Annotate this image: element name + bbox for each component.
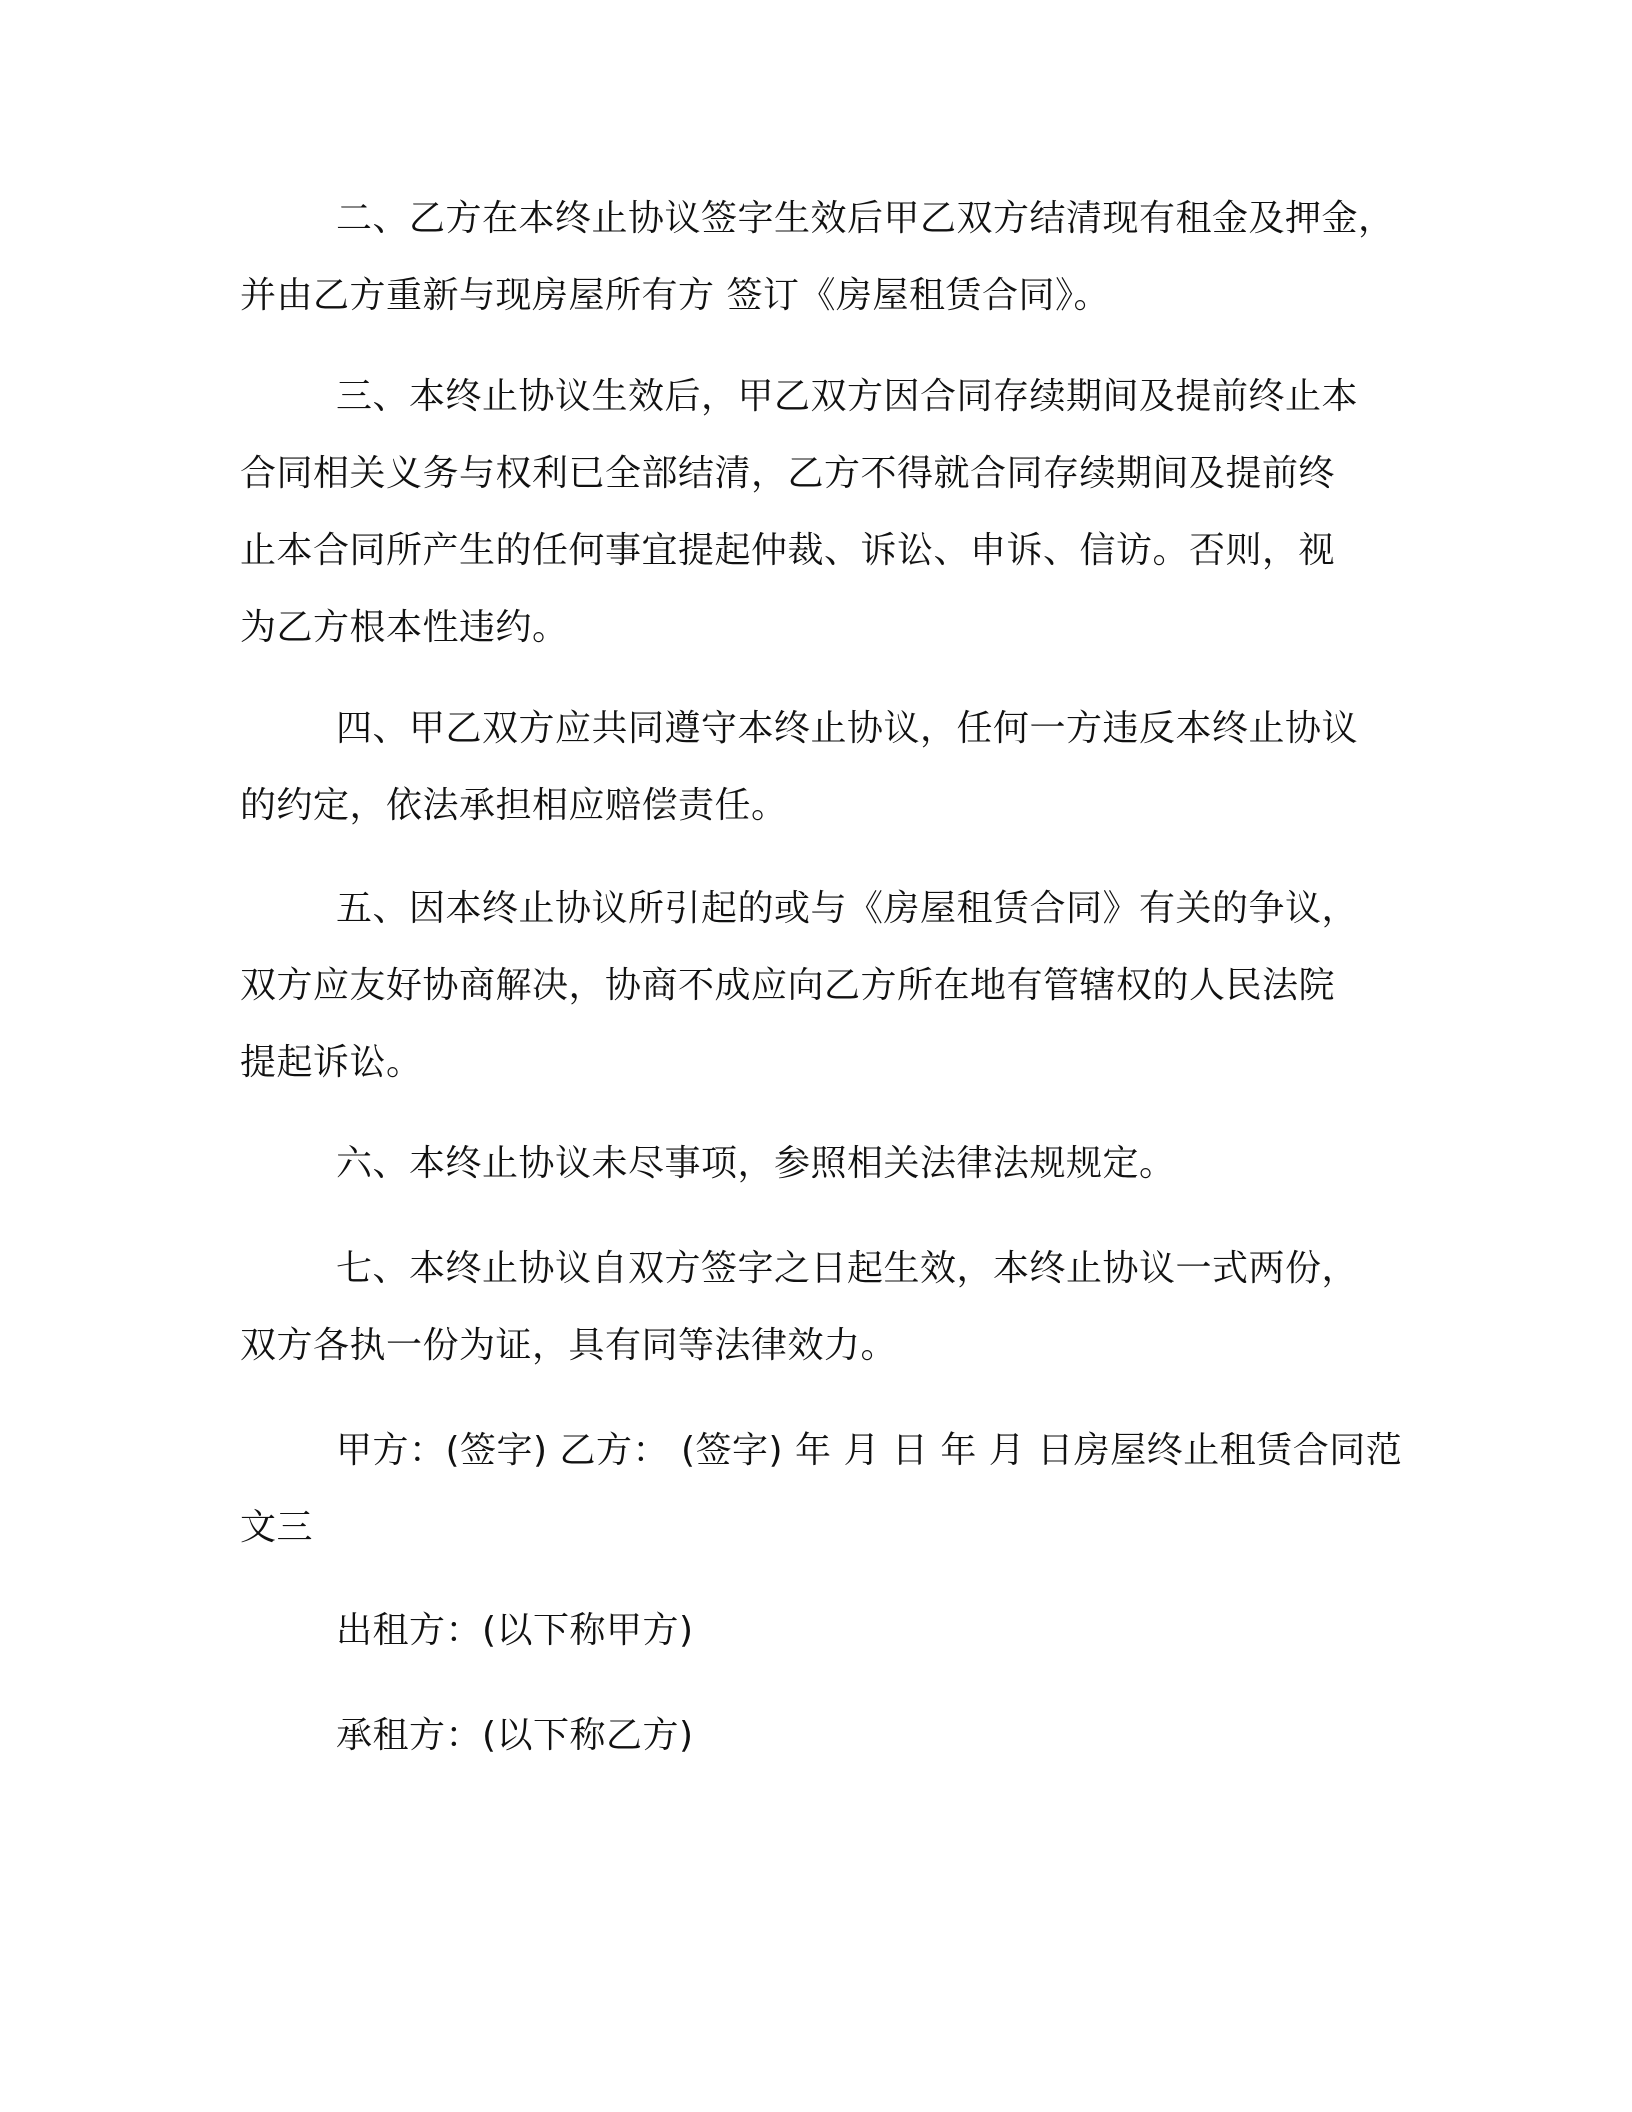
- clause-3-line-3: 止本合同所产生的任何事宜提起仲裁、诉讼、申诉、信访。否则，视: [240, 530, 1336, 571]
- clause-5-line-2: 双方应友好协商解决，协商不成应向乙方所在地有管辖权的人民法院: [240, 965, 1336, 1006]
- clause-7-paragraph: [240, 1230, 1390, 1384]
- clause-5-line-3: 提起诉讼。: [240, 1042, 423, 1083]
- clause-3-paragraph: [240, 358, 1390, 666]
- lessee-paragraph: [240, 1697, 1390, 1774]
- clause-6-paragraph: [240, 1125, 1390, 1202]
- clause-5-paragraph: [240, 870, 1390, 1101]
- signature-paragraph: [240, 1412, 1403, 1566]
- clause-6-line-1: 六、本终止协议未尽事项，参照相关法律法规规定。: [336, 1143, 1176, 1184]
- signature-line-1: 甲方：(签字) 乙方： (签字) 年 月 日 年 月 日房屋终止租赁合同范: [336, 1430, 1403, 1471]
- lessee-line: 承租方：(以下称乙方): [336, 1715, 694, 1756]
- signature-line-2: 文三: [240, 1507, 314, 1548]
- clause-3-line-1: 三、本终止协议生效后，甲乙双方因合同存续期间及提前终止本: [336, 376, 1359, 417]
- clause-4-line-2: 的约定，依法承担相应赔偿责任。: [240, 785, 788, 826]
- clause-2-line-2: 并由乙方重新与现房屋所有方 签订《房屋租赁合同》。: [240, 275, 1110, 316]
- lessor-line: 出租方：(以下称甲方): [336, 1610, 694, 1651]
- clause-3-line-2: 合同相关义务与权利已全部结清，乙方不得就合同存续期间及提前终: [240, 453, 1336, 494]
- clause-3-line-4: 为乙方根本性违约。: [240, 607, 569, 648]
- clause-4-line-1: 四、甲乙双方应共同遵守本终止协议，任何一方违反本终止协议: [336, 708, 1359, 749]
- clause-2-paragraph: [240, 180, 1395, 334]
- clause-5-line-1: 五、因本终止协议所引起的或与《房屋租赁合同》有关的争议，: [336, 888, 1359, 929]
- clause-7-line-2: 双方各执一份为证，具有同等法律效力。: [240, 1325, 898, 1366]
- clause-4-paragraph: [240, 690, 1390, 844]
- lessor-paragraph: [240, 1592, 1390, 1669]
- clause-7-line-1: 七、本终止协议自双方签字之日起生效，本终止协议一式两份，: [336, 1248, 1359, 1289]
- clause-2-line-1: 二、乙方在本终止协议签字生效后甲乙双方结清现有租金及押金，: [336, 198, 1395, 239]
